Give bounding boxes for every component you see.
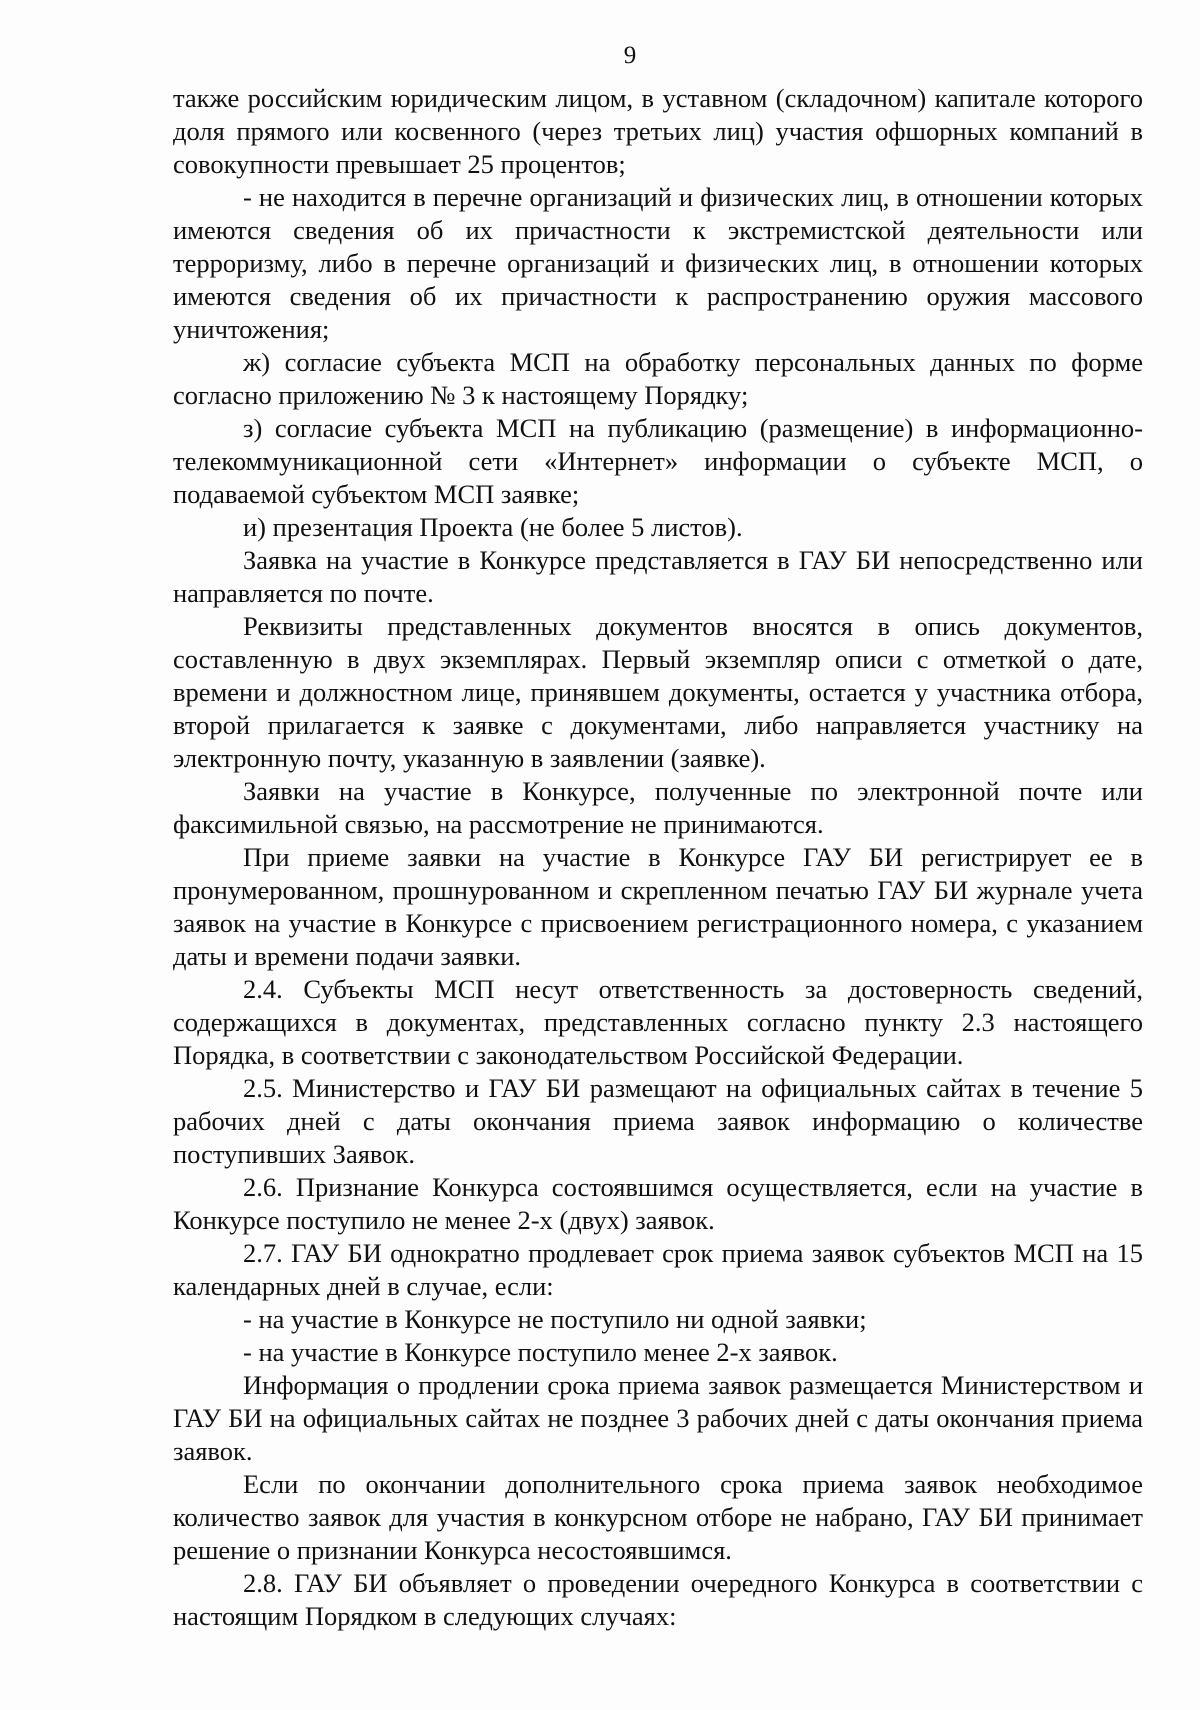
paragraph: Реквизиты представленных документов вносятся в опись документов, составленную в двух экземплярах. Первый экземпляр описи с отметкой о дате, времени и должностном лице, принявшем документы, остается у участника отбора, второй прилагается к заявке с документами, либо направляется участнику на электронную почту, указанную в заявлении (заявке).	[173, 611, 1143, 773]
paragraph: При приеме заявки на участие в Конкурсе ГАУ БИ регистрирует ее в пронумерованном, прошнурованном и скрепленном печатью ГАУ БИ журнале учета заявок на участие в Конкурсе с присвоением регистрационного номера, с указанием даты и времени подачи заявки.	[173, 842, 1143, 971]
paragraph: Заявка на участие в Конкурсе представляется в ГАУ БИ непосредственно или направляется по почте.	[173, 545, 1143, 608]
document-body	[173, 82, 1143, 1633]
paragraph: Заявки на участие в Конкурсе, полученные по электронной почте или факсимильной связью, на рассмотрение не принимаются.	[173, 776, 1143, 839]
paragraph: и) презентация Проекта (не более 5 листов).	[243, 512, 743, 542]
paragraph: - не находится в перечне организаций и физических лиц, в отношении которых имеются сведения об их причастности к экстремистской деятельности или терроризму, либо в перечне организаций и физических лиц, в отношении которых имеются сведения об их причастности к распространению оружия массового уничтожения;	[173, 182, 1143, 344]
paragraph: ж) согласие субъекта МСП на обработку персональных данных по форме согласно приложению № 3 к настоящему Порядку;	[173, 347, 1143, 410]
paragraph: 2.5. Министерство и ГАУ БИ размещают на официальных сайтах в течение 5 рабочих дней с даты окончания приема заявок информацию о количестве поступивших Заявок.	[173, 1073, 1143, 1169]
paragraph: - на участие в Конкурсе поступило менее 2-х заявок.	[243, 1337, 838, 1367]
paragraph: 2.4. Субъекты МСП несут ответственность за достоверность сведений, содержащихся в документах, представленных согласно пункту 2.3 настоящего Порядка, в соответствии с законодательством Российской Федерации.	[173, 974, 1143, 1070]
paragraph: 2.8. ГАУ БИ объявляет о проведении очередного Конкурса в соответствии с настоящим Порядком в следующих случаях:	[173, 1568, 1143, 1631]
paragraph: Если по окончании дополнительного срока приема заявок необходимое количество заявок для участия в конкурсном отборе не набрано, ГАУ БИ принимает решение о признании Конкурса несостоявшимся.	[173, 1469, 1143, 1565]
paragraph: также российским юридическим лицом, в уставном (складочном) капитале которого доля прямого или косвенного (через третьих лиц) участия офшорных компаний в совокупности превышает 25 процентов;	[173, 83, 1143, 179]
paragraph: Информация о продлении срока приема заявок размещается Министерством и ГАУ БИ на официальных сайтах не позднее 3 рабочих дней с даты окончания приема заявок.	[173, 1370, 1143, 1466]
paragraph: 2.6. Признание Конкурса состоявшимся осуществляется, если на участие в Конкурсе поступило не менее 2-х (двух) заявок.	[173, 1172, 1143, 1235]
page-number: 9	[623, 42, 637, 69]
paragraph: - на участие в Конкурсе не поступило ни одной заявки;	[243, 1304, 867, 1334]
paragraph: з) согласие субъекта МСП на публикацию (размещение) в информационно-телекоммуникационной сети «Интернет» информации о субъекте МСП, о подаваемой субъектом МСП заявке;	[173, 413, 1143, 509]
paragraph: 2.7. ГАУ БИ однократно продлевает срок приема заявок субъектов МСП на 15 календарных дней в случае, если:	[173, 1238, 1143, 1301]
